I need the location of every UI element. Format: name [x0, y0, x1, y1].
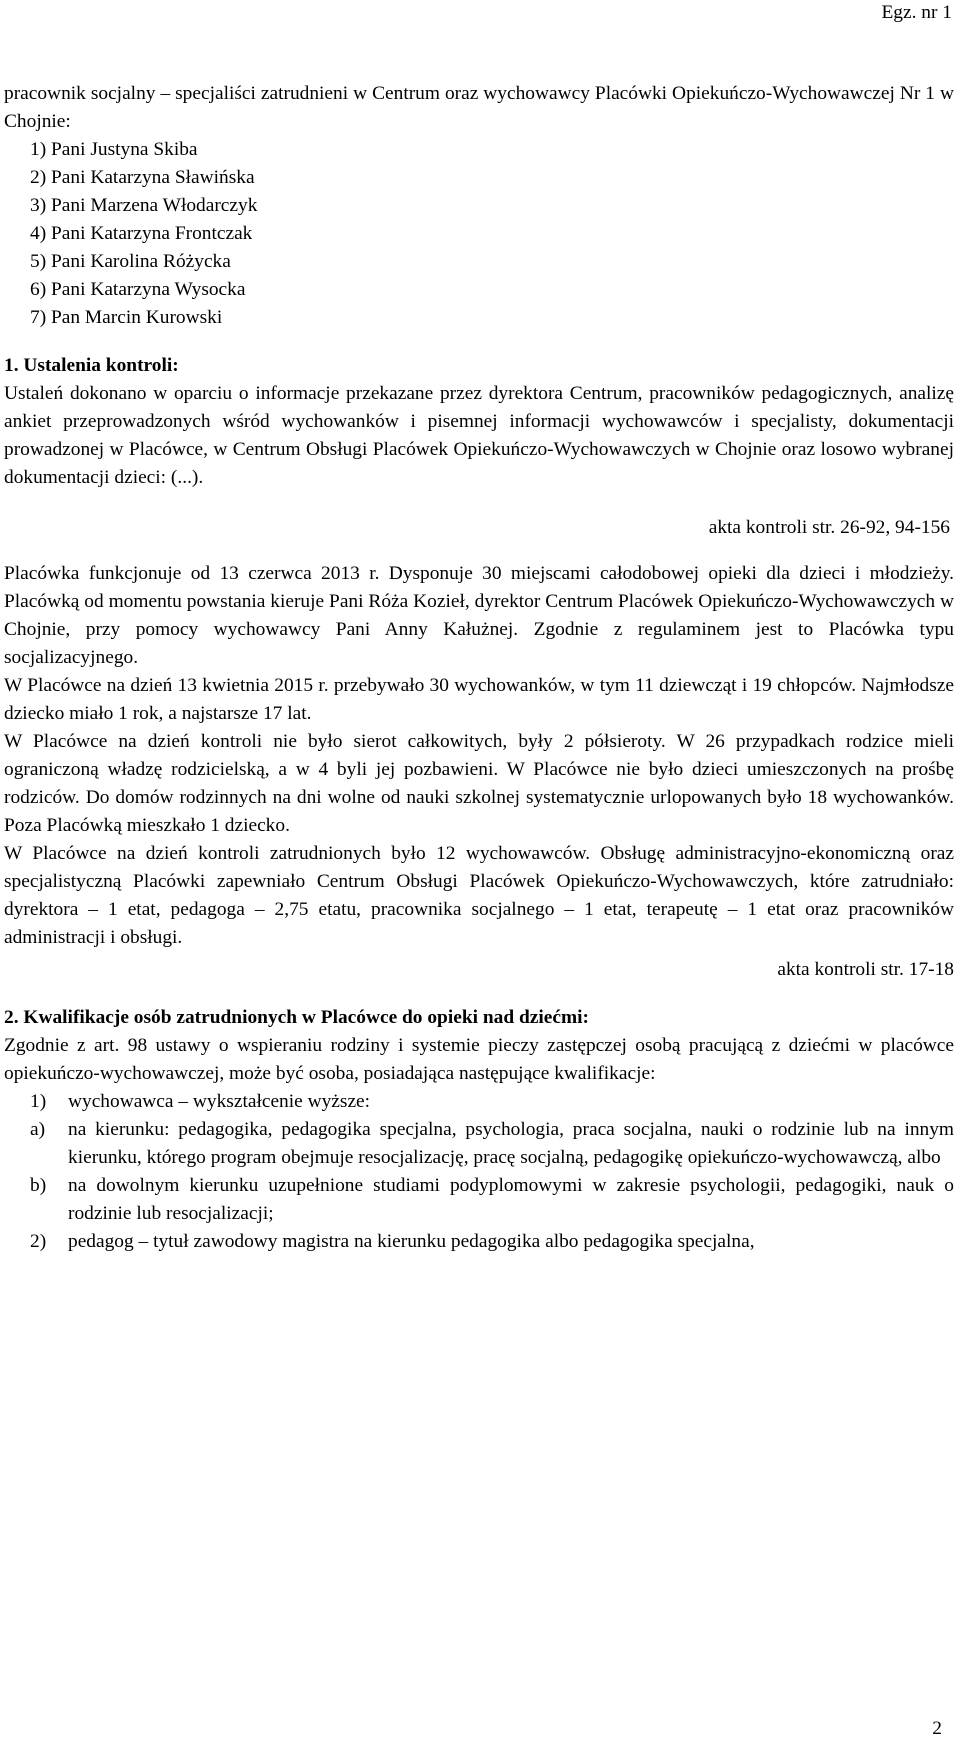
staff-list	[4, 136, 954, 332]
qualification-item	[4, 1088, 954, 1116]
qualification-text: pedagog – tytuł zawodowy magistra na kierunku pedagogika albo pedagogika specjalna,	[68, 1231, 755, 1252]
copy-number-label: Egz. nr 1	[881, 2, 952, 23]
section1-paragraph-status: W Placówce na dzień kontroli nie było sierot całkowitych, były 2 półsieroty. W 26 przypadkach rodzice mieli ograniczoną władzę rodzicielską, a w 4 byli jej pozbawieni. W Placówce nie było dzieci umieszczonych na prośbę rodziców. Do domów rodzinnych na dni wolne od nauki szkolnej systematycznie urlopowanych było 18 wychowanków. Poza Placówką mieszkało 1 dziecko.	[4, 731, 954, 836]
section2-heading: 2. Kwalifikacje osób zatrudnionych w Placówce do opieki nad dziećmi:	[4, 1007, 589, 1028]
intro-paragraph: pracownik socjalny – specjaliści zatrudnieni w Centrum oraz wychowawcy Placówki Opiekuńczo-Wychowawczej Nr 1 w Chojnie:	[4, 83, 954, 132]
qualification-item	[4, 1172, 954, 1228]
staff-list-item: 6) Pani Katarzyna Wysocka	[30, 279, 246, 300]
document-body	[4, 80, 954, 1256]
qualification-marker: 1)	[30, 1091, 47, 1112]
qualification-text: na dowolnym kierunku uzupełnione studiami podyplomowymi w zakresie psychologii, pedagogiki, nauk o rodzinie lub resocjalizacji;	[68, 1175, 954, 1224]
section1-reference-1: akta kontroli str. 26-92, 94-156	[708, 517, 950, 538]
page-number: 2	[932, 1718, 942, 1739]
staff-list-item: 3) Pani Marzena Włodarczyk	[30, 195, 258, 216]
staff-list-item: 7) Pan Marcin Kurowski	[30, 307, 223, 328]
staff-list-item: 2) Pani Katarzyna Sławińska	[30, 167, 255, 188]
qualification-marker: 2)	[30, 1231, 47, 1252]
qualification-marker: b)	[30, 1175, 47, 1196]
section2-paragraph-intro: Zgodnie z art. 98 ustawy o wspieraniu rodziny i systemie pieczy zastępczej osobą pracującą z dziećmi w placówce opiekuńczo-wychowawczej, może być osoba, posiadająca następujące kwalifikacje:	[4, 1035, 954, 1084]
qualification-item	[4, 1228, 954, 1256]
qualification-item	[4, 1116, 954, 1172]
qualification-text: na kierunku: pedagogika, pedagogika specjalna, psychologia, praca socjalna, nauki o rodzinie lub na innym kierunku, którego program obejmuje resocjalizację, pracę socjalną, pedagogikę opiekuńczo-wychowawczą, albo	[68, 1119, 954, 1168]
section1-paragraph-facility: Placówka funkcjonuje od 13 czerwca 2013 r. Dysponuje 30 miejscami całodobowej opieki dla dzieci i młodzieży. Placówką od momentu powstania kieruje Pani Róża Kozieł, dyrektor Centrum Placówek Opiekuńczo-Wychowawczych w Chojnie, przy pomocy wychowawcy Pani Anny Kałużnej. Zgodnie z regulaminem jest to Placówka typu socjalizacyjnego.	[4, 563, 954, 668]
section1-reference-2: akta kontroli str. 17-18	[777, 959, 954, 980]
staff-list-item: 1) Pani Justyna Skiba	[30, 139, 198, 160]
qualifications-list	[4, 1088, 954, 1256]
section1-paragraph-staff: W Placówce na dzień kontroli zatrudnionych było 12 wychowawców. Obsługę administracyjno-ekonomiczną oraz specjalistyczną Placówki zapewniało Centrum Obsługi Placówek Opiekuńczo-Wychowawczych, które zatrudniało: dyrektora – 1 etat, pedagoga – 2,75 etatu, pracownika socjalnego – 1 etat, terapeutę – 1 etat oraz pracowników administracji i obsługi.	[4, 843, 954, 948]
staff-list-item: 4) Pani Katarzyna Frontczak	[30, 223, 253, 244]
qualification-text: wychowawca – wykształcenie wyższe:	[68, 1091, 371, 1112]
section1-heading: 1. Ustalenia kontroli:	[4, 355, 179, 376]
qualification-marker: a)	[30, 1119, 46, 1140]
staff-list-item: 5) Pani Karolina Różycka	[30, 251, 231, 272]
section1-paragraph-sources: Ustaleń dokonano w oparciu o informacje przekazane przez dyrektora Centrum, pracowników pedagogicznych, analizę ankiet przeprowadzonych wśród wychowanków i pisemnej informacji wychowawców i specjalisty, dokumentacji prowadzonej w Placówce, w Centrum Obsługi Placówek Opiekuńczo-Wychowawczych w Chojnie oraz losowo wybranej dokumentacji dzieci: (...).	[4, 383, 954, 488]
section1-paragraph-residents: W Placówce na dzień 13 kwietnia 2015 r. przebywało 30 wychowanków, w tym 11 dziewcząt i 19 chłopców. Najmłodsze dziecko miało 1 rok, a najstarsze 17 lat.	[4, 675, 954, 724]
